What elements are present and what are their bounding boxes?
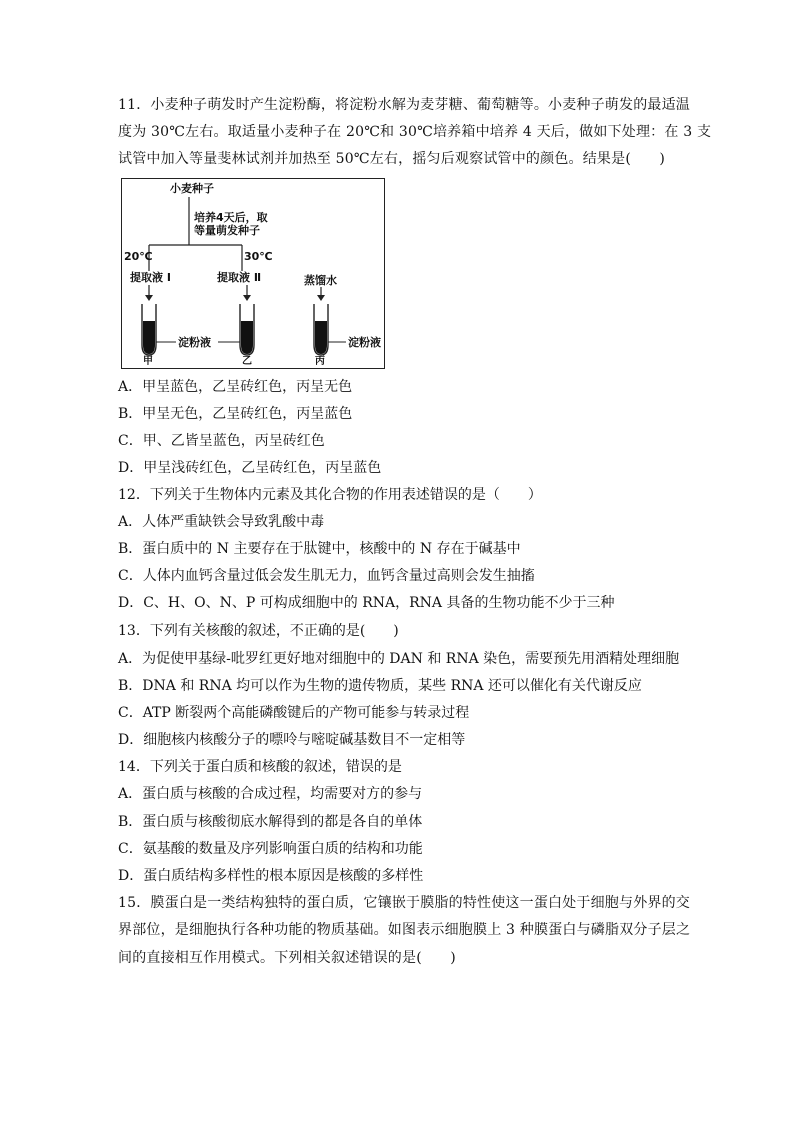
culture-label-line-2: 等量萌发种子	[194, 224, 260, 237]
q14-stem: 14．下列关于蛋白质和核酸的叙述，错误的是	[118, 759, 402, 775]
q11-option-c: C．甲、乙皆呈蓝色，丙呈砖红色	[118, 433, 325, 449]
q12-option-d: D．C、H、O、N、P 可构成细胞中的 RNA，RNA 具备的生物功能不少于三种	[118, 595, 615, 611]
q12-option-b: B．蛋白质中的 N 主要存在于肽键中，核酸中的 N 存在于碱基中	[118, 541, 521, 557]
q11-option-a: A．甲呈蓝色，乙呈砖红色，丙呈无色	[118, 379, 353, 395]
extract-1-label: 提取液 Ⅰ	[130, 271, 171, 284]
q12-stem: 12．下列关于生物体内元素及其化合物的作用表述错误的是（ ）	[118, 487, 542, 503]
q11-experiment-figure	[121, 178, 385, 369]
q14-option-b: B．蛋白质与核酸彻底水解得到的都是各自的单体	[118, 814, 423, 830]
q11-stem-line-1: 11．小麦种子萌发时产生淀粉酶，将淀粉水解为麦芽糖、葡萄糖等。小麦种子萌发的最适温	[118, 97, 691, 113]
tube-b-label: 乙	[242, 356, 252, 367]
temp-20-label: 20℃	[124, 250, 153, 263]
q11-option-b: B．甲呈无色，乙呈砖红色，丙呈蓝色	[118, 406, 353, 422]
tube-c-label: 丙	[315, 356, 325, 367]
culture-label-line-1: 培养4天后，取	[194, 211, 268, 224]
q13-stem: 13．下列有关核酸的叙述，不正确的是( )	[118, 623, 399, 639]
q15-stem-line-1: 15．膜蛋白是一类结构独特的蛋白质，它镶嵌于膜脂的特性使这一蛋白处于细胞与外界的交	[118, 895, 691, 911]
q13-option-d: D．细胞核内核酸分子的嘌呤与嘧啶碱基数目不一定相等	[118, 732, 466, 748]
water-label: 蒸馏水	[304, 274, 337, 287]
q11-stem-line-3: 试管中加入等量斐林试剂并加热至 50℃左右，摇匀后观察试管中的颜色。结果是( )	[118, 151, 666, 167]
q14-option-c: C．氨基酸的数量及序列影响蛋白质的结构和功能	[118, 841, 423, 857]
seeds-label: 小麦种子	[170, 182, 214, 195]
tube-a-label: 甲	[143, 356, 153, 367]
temp-30-label: 30℃	[244, 250, 273, 263]
q14-option-a: A．蛋白质与核酸的合成过程，均需要对方的参与	[118, 786, 423, 802]
q15-stem-line-3: 间的直接相互作用模式。下列相关叙述错误的是( )	[118, 950, 456, 966]
q11-stem-line-2: 度为 30℃左右。取适量小麦种子在 20℃和 30℃培养箱中培养 4 天后，做如下处理：在 3 支	[118, 124, 712, 140]
q13-option-b: B．DNA 和 RNA 均可以作为生物的遗传物质，某些 RNA 还可以催化有关代谢反应	[118, 678, 642, 694]
q12-option-c: C．人体内血钙含量过低会发生肌无力，血钙含量过高则会发生抽搐	[118, 568, 535, 584]
extract-2-label: 提取液 Ⅱ	[217, 271, 262, 284]
q15-stem-line-2: 界部位，是细胞执行各种功能的物质基础。如图表示细胞膜上 3 种膜蛋白与磷脂双分子层之	[118, 922, 691, 938]
q14-option-d: D．蛋白质结构多样性的根本原因是核酸的多样性	[118, 868, 424, 884]
q11-option-d: D．甲呈浅砖红色，乙呈砖红色，丙呈蓝色	[118, 460, 382, 476]
q13-option-c: C．ATP 断裂两个高能磷酸键后的产物可能参与转录过程	[118, 705, 470, 721]
q13-option-a: A．为促使甲基绿-吡罗红更好地对细胞中的 DAN 和 RNA 染色，需要预先用酒精处理细胞	[118, 651, 680, 667]
q12-option-a: A．人体严重缺铁会导致乳酸中毒	[118, 514, 325, 530]
starch-label-2: 淀粉液	[348, 336, 381, 349]
starch-label-1: 淀粉液	[178, 336, 211, 349]
